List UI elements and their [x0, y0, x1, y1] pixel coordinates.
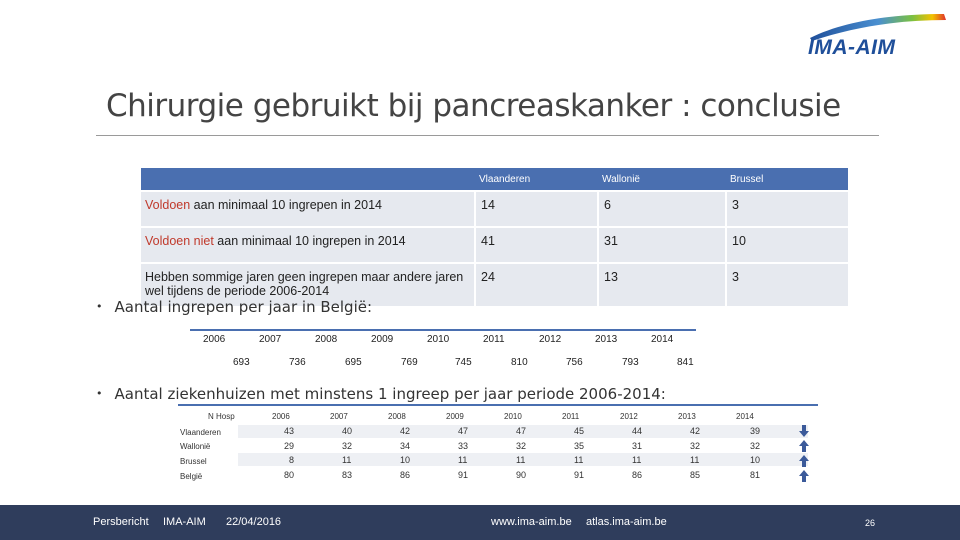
bullet-ingrepen: [96, 298, 372, 316]
hosp-value: 86: [400, 470, 411, 480]
header-empty-cell: [141, 168, 474, 190]
year-value: 769: [401, 357, 418, 368]
corner-label: N Hosp: [208, 412, 235, 421]
region-label: Wallonië: [180, 442, 211, 451]
cell-brussel: 10: [725, 226, 848, 262]
cell-wallonie: 31: [597, 226, 725, 262]
year-label: 2006: [203, 334, 226, 345]
arrow-up-icon: [799, 455, 809, 467]
year-label: 2013: [678, 412, 696, 421]
cell-brussel: 3: [725, 190, 848, 226]
cell-vlaanderen: 41: [474, 226, 597, 262]
hosp-value: 91: [574, 470, 585, 480]
header-vlaanderen: Vlaanderen: [474, 168, 597, 190]
hosp-value: 32: [690, 441, 701, 451]
hospitals-table: [178, 404, 818, 482]
hosp-value: 11: [458, 455, 468, 465]
hosp-value: 85: [690, 470, 701, 480]
hosp-value: 35: [574, 441, 585, 451]
region-label: Brussel: [180, 457, 207, 466]
hosp-value: 40: [342, 426, 353, 436]
cell-wallonie: 6: [597, 190, 725, 226]
conclusion-table: [141, 168, 848, 306]
year-label: 2009: [371, 334, 394, 345]
year-label: 2010: [427, 334, 450, 345]
year-value: 736: [289, 357, 306, 368]
row-label-prefix: Voldoen: [145, 198, 191, 212]
footer-date: 22/04/2016: [226, 516, 282, 528]
bullet-ziekenhuizen: [96, 385, 666, 403]
year-label: 2011: [483, 334, 505, 345]
hosp-value: 29: [284, 441, 295, 451]
title-divider: [96, 135, 879, 136]
bullet-text: Aantal ziekenhuizen met minstens 1 ingreep per jaar periode 2006-2014:: [114, 385, 666, 403]
footer-atlas-link[interactable]: atlas.ima-aim.be: [586, 516, 667, 528]
year-label: 2009: [446, 412, 464, 421]
year-value: 841: [677, 357, 694, 368]
row-label-rest: aan minimaal 10 ingrepen in 2014: [213, 234, 406, 248]
cell-vlaanderen: 24: [474, 262, 597, 306]
year-label: 2007: [259, 334, 282, 345]
hosp-value: 44: [632, 426, 643, 436]
footer-bar: [0, 505, 960, 540]
row-label: [141, 226, 474, 262]
arrow-up-icon: [799, 440, 809, 452]
hosp-value: 11: [690, 455, 700, 465]
year-label: 2014: [736, 412, 754, 421]
table-top-rule: [190, 329, 696, 331]
year-label: 2008: [315, 334, 338, 345]
hosp-value: 33: [458, 441, 469, 451]
row-label-rest: Hebben sommige jaren geen ingrepen maar andere jaren wel tijdens de periode 2006-2014: [145, 270, 464, 298]
hosp-value: 32: [516, 441, 527, 451]
hosp-value: 42: [400, 426, 411, 436]
table-header-row: [141, 168, 848, 190]
yearly-surgeries-table: [190, 329, 696, 369]
hosp-value: 34: [400, 441, 411, 451]
header-brussel: Brussel: [725, 168, 848, 190]
year-label: 2006: [272, 412, 290, 421]
footer-org: IMA-AIM: [163, 516, 206, 528]
hosp-value: 81: [750, 470, 761, 480]
hosp-value: 10: [400, 455, 411, 465]
region-label: Vlaanderen: [180, 428, 221, 437]
year-label: 2014: [651, 334, 674, 345]
year-value: 793: [622, 357, 639, 368]
hosp-value: 47: [458, 426, 469, 436]
hosp-value: 43: [284, 426, 295, 436]
region-label: België: [180, 472, 203, 481]
year-label: 2010: [504, 412, 522, 421]
year-label: 2011: [562, 412, 580, 421]
header-wallonie: Wallonië: [597, 168, 725, 190]
hosp-value: 86: [632, 470, 643, 480]
year-label: 2012: [539, 334, 562, 345]
hosp-value: 45: [574, 426, 585, 436]
table-row: [141, 190, 848, 226]
hosp-value: 11: [516, 455, 526, 465]
year-label: 2013: [595, 334, 618, 345]
row-label: [141, 190, 474, 226]
footer-press: Persbericht: [93, 516, 149, 528]
ima-aim-logo: [806, 8, 956, 58]
hosp-value: 91: [458, 470, 469, 480]
hosp-value: 42: [690, 426, 701, 436]
cell-vlaanderen: 14: [474, 190, 597, 226]
cell-brussel: 3: [725, 262, 848, 306]
bullet-dot-icon: •: [96, 387, 103, 400]
hosp-value: 39: [750, 426, 761, 436]
year-value: 745: [455, 357, 472, 368]
bullet-dot-icon: •: [96, 300, 103, 313]
page-number: 26: [865, 518, 876, 528]
year-value: 810: [511, 357, 528, 368]
footer-website-link[interactable]: www.ima-aim.be: [491, 516, 572, 528]
year-label: 2007: [330, 412, 348, 421]
hosp-value: 47: [516, 426, 527, 436]
hosp-value: 32: [342, 441, 353, 451]
table-row: [141, 226, 848, 262]
year-value: 756: [566, 357, 583, 368]
hosp-value: 32: [750, 441, 761, 451]
logo-text: IMA-AIM: [808, 36, 896, 59]
hosp-value: 80: [284, 470, 295, 480]
year-label: 2012: [620, 412, 638, 421]
year-value: 693: [233, 357, 250, 368]
hosp-value: 83: [342, 470, 353, 480]
hosp-value: 11: [342, 455, 352, 465]
hosp-value: 90: [516, 470, 527, 480]
year-label: 2008: [388, 412, 406, 421]
hosp-value: 11: [632, 455, 642, 465]
row-label-rest: aan minimaal 10 ingrepen in 2014: [190, 198, 382, 212]
hosp-value: 8: [289, 455, 295, 465]
arrow-down-icon: [799, 425, 809, 437]
year-value: 695: [345, 357, 362, 368]
cell-wallonie: 13: [597, 262, 725, 306]
hosp-value: 11: [574, 455, 584, 465]
table-top-rule: [178, 404, 818, 406]
hosp-value: 10: [750, 455, 761, 465]
arrow-up-icon: [799, 470, 809, 482]
page-title: Chirurgie gebruikt bij pancreaskanker : conclusie: [106, 88, 841, 124]
hosp-value: 31: [632, 441, 643, 451]
bullet-text: Aantal ingrepen per jaar in België:: [114, 298, 373, 316]
row-label-prefix: Voldoen niet: [145, 234, 214, 248]
